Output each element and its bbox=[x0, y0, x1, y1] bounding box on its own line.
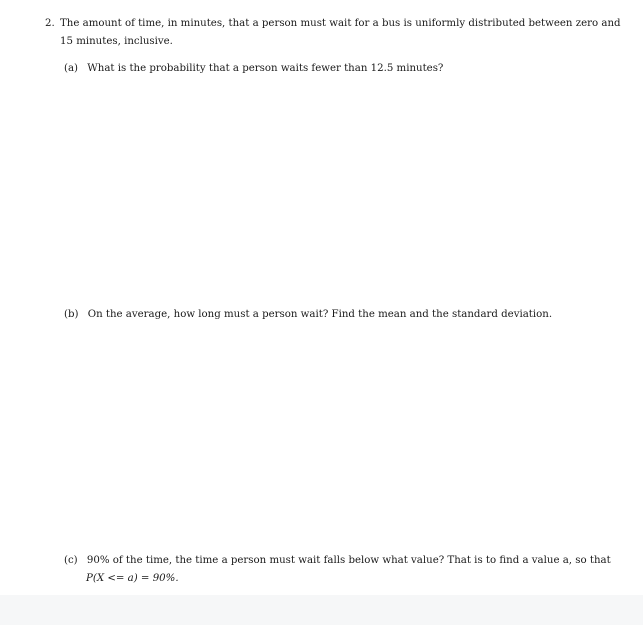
part-b-text: On the average, how long must a person wait? Find the mean and the standard deviation. bbox=[87, 309, 553, 320]
part-c-label: (c) bbox=[64, 555, 78, 566]
question-text-line-2: 15 minutes, inclusive. bbox=[60, 36, 173, 47]
bottom-band bbox=[0, 595, 643, 625]
part-b-label: (b) bbox=[64, 309, 79, 320]
part-b bbox=[64, 308, 552, 321]
part-a-text: What is the probability that a person waits fewer than 12.5 minutes? bbox=[87, 63, 444, 74]
part-c-text-line-1: 90% of the time, the time a person must wait falls below what value? That is to find a value a, so that bbox=[86, 555, 611, 566]
part-a-label: (a) bbox=[64, 63, 79, 74]
question-number: 2. bbox=[45, 18, 55, 29]
question-text-line-1: The amount of time, in minutes, that a person must wait for a bus is uniformly distributed between zero and bbox=[60, 18, 621, 29]
part-c bbox=[64, 554, 611, 567]
part-c-text-line-2: P(X <= a) = 90%. bbox=[86, 573, 179, 584]
part-a bbox=[64, 62, 443, 75]
